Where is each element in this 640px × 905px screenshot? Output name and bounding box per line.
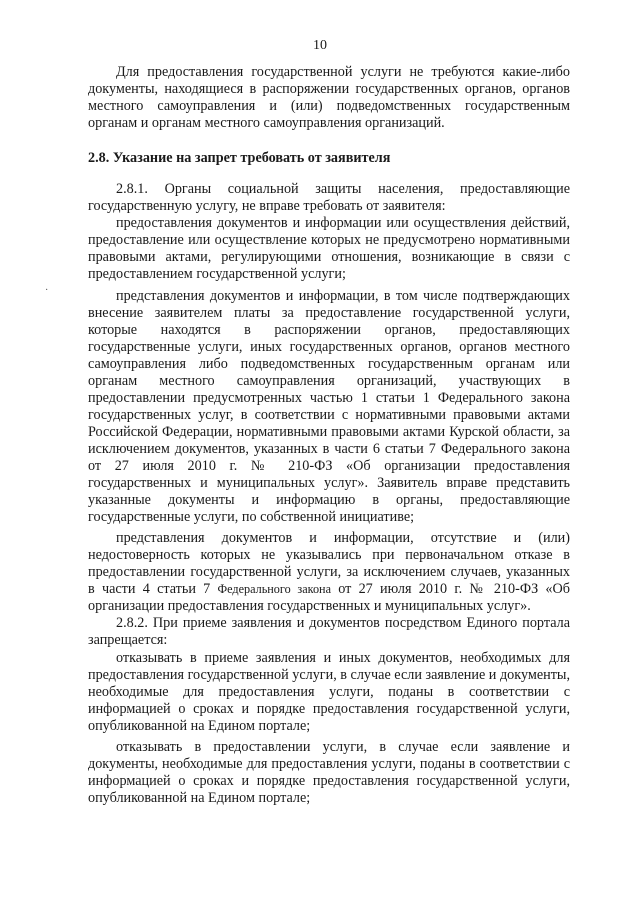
item3-text-law: Федерального закона	[217, 582, 331, 597]
margin-mark: ·	[45, 285, 49, 296]
item3-text-a: представления документов и информации, отсутствие и (или) недостоверность которых не указывались при первоначальном отказе в предоставлении государственной услуги, за исключением случаев, указанных в части 4 статьи 7	[88, 530, 570, 598]
list-item-documents-missing	[88, 530, 570, 615]
page-number: 10	[313, 38, 327, 53]
list-item-refuse-acceptance: отказывать в приеме заявления и иных документов, необходимых для предоставления государственной услуги, в случае если заявление и документы, необходимые для предоставления услуги, поданы в соответствии с информацией о сроках и порядке предоставления государственной услуги, опубликованной на Едином портале;	[88, 649, 571, 734]
item3-text-c: от 27 июля 2010 г. № 210-ФЗ «Об организации предоставления государственных и муниципальных услуг».	[88, 581, 570, 615]
list-item-refuse-service: отказывать в предоставлении услуги, в случае если заявление и документы, необходимые для предоставления услуги, поданы в соответствии с информацией о сроках и порядке предоставления государственной услуги, опубликованной на Едином портале;	[88, 738, 570, 806]
intro-paragraph: Для предоставления государственной услуги не требуются какие-либо документы, находящиеся в распоряжении государственных органов, органов местного самоуправления и (или) подведомственных государственным органам и органам местного самоуправления организаций.	[88, 64, 570, 132]
section-heading: 2.8. Указание на запрет требовать от заявителя	[88, 150, 391, 167]
paragraph-2-8-2: 2.8.2. При приеме заявления и документов посредством Единого портала запрещается:	[88, 615, 570, 649]
list-item-documents-info: предоставления документов и информации или осуществления действий, предоставление или осуществление которых не предусмотрено нормативными правовыми актами, регулирующими отношения, возникающие в связи с предоставлением государственной услуги;	[88, 215, 570, 283]
list-item-documents-payment: представления документов и информации, в том числе подтверждающих внесение заявителем платы за предоставление государственной услуги, которые находятся в распоряжении органов, предоставляющих государственные услуги, иных государственных органов, органов местного самоуправления либо подведомственных государственным органам или органам местного самоуправления организаций, участвующих в предоставлении предусмотренных частью 1 статьи 1 Федерального закона государственных услуг, в соответствии с нормативными правовыми актами Российской Федерации, нормативными правовыми актами Курской области, за исключением документов, указанных в части 6 статьи 7 Федерального закона от 27 июля 2010 г. № 210-ФЗ «Об организации предоставления государственных и муниципальных услуг». Заявитель вправе представить указанные документы и информацию в органы, предоставляющие государственные услуги, по собственной инициативе;	[88, 287, 570, 526]
paragraph-2-8-1: 2.8.1. Органы социальной защиты населения, предоставляющие государственную услугу, не вправе требовать от заявителя:	[88, 181, 570, 215]
document-body	[88, 64, 570, 807]
